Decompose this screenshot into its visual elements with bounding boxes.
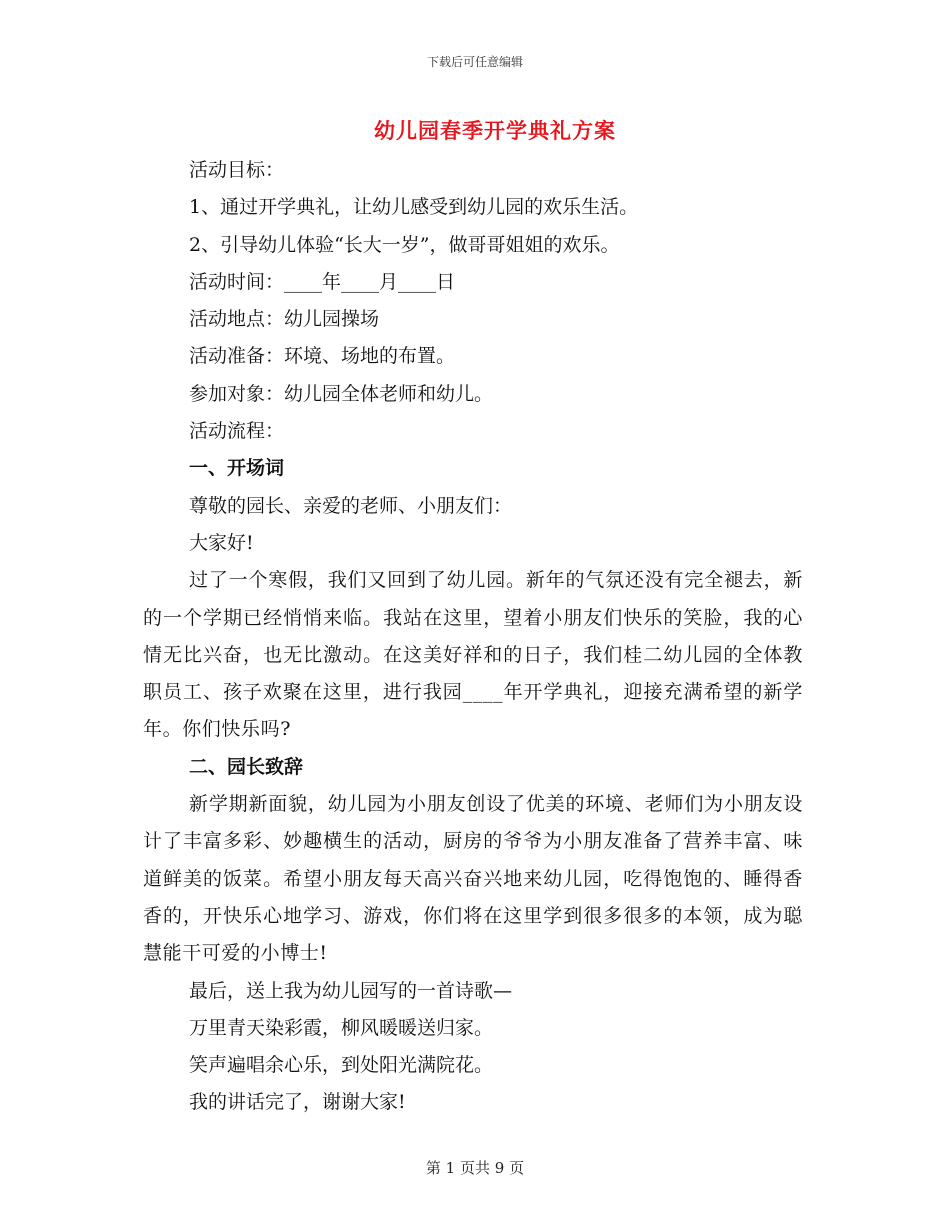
- poem-line-2: 笑声遍唱余心乐，到处阳光满院花。: [189, 1054, 494, 1077]
- activity-preparation: 活动准备：环境、场地的布置。: [189, 345, 456, 368]
- goal-item-1: 1、通过开学典礼，让幼儿感受到幼儿园的欢乐生活。: [189, 196, 639, 219]
- section-heading-speech: 二、园长致辞: [189, 755, 304, 778]
- page-header: 下载后可任意编辑: [426, 55, 523, 69]
- goal-label: 活动目标：: [189, 159, 285, 181]
- poem-intro: 最后，送上我为幼儿园写的一首诗歌—: [189, 979, 513, 1002]
- goal-item-2: 2、引导幼儿体验“长大一岁”，做哥哥姐姐的欢乐。: [189, 233, 620, 256]
- document-body: [143, 152, 803, 1122]
- flow-label: 活动流程：: [189, 420, 285, 443]
- activity-time: 活动时间：____年____月____日: [189, 270, 456, 293]
- closing-line: 我的讲话完了，谢谢大家!: [189, 1091, 406, 1114]
- activity-place: 活动地点：幼儿园操场: [189, 308, 380, 331]
- document-title: 幼儿园春季开学典礼方案: [374, 118, 616, 143]
- poem-line-1: 万里青天染彩霞，柳风暖暖送归家。: [189, 1016, 494, 1039]
- speech-paragraph: 新学期新面貌，幼儿园为小朋友创设了优美的环境、老师们为小朋友设计了丰富多彩、妙趣横生的活动，厨房的爷爷为小朋友准备了营养丰富、味道鲜美的饭菜。希望小朋友每天高兴奋兴地来幼儿园，吃得饱饱的、睡得香香的，开快乐心地学习、游戏，你们将在这里学到很多很多的本领，成为聪慧能干可爱的小博士!: [143, 793, 803, 965]
- page-number-footer: 第 1 页共 9 页: [425, 1159, 525, 1177]
- opening-paragraph: 过了一个寒假，我们又回到了幼儿园。新年的气氛还没有完全褪去，新的一个学期已经悄悄来临。我站在这里，望着小朋友们快乐的笑脸，我的心情无比兴奋，也无比激动。在这美好祥和的日子，我们桂二幼儿园的全体教职员工、孩子欢聚在这里，进行我园____年开学典礼，迎接充满希望的新学年。你们快乐吗?: [143, 569, 803, 741]
- section-heading-opening: 一、开场词: [189, 457, 285, 480]
- hello-line: 大家好!: [189, 531, 254, 554]
- activity-participants: 参加对象：幼儿园全体老师和幼儿。: [189, 382, 494, 405]
- greeting-line: 尊敬的园长、亲爱的老师、小朋友们：: [189, 494, 513, 517]
